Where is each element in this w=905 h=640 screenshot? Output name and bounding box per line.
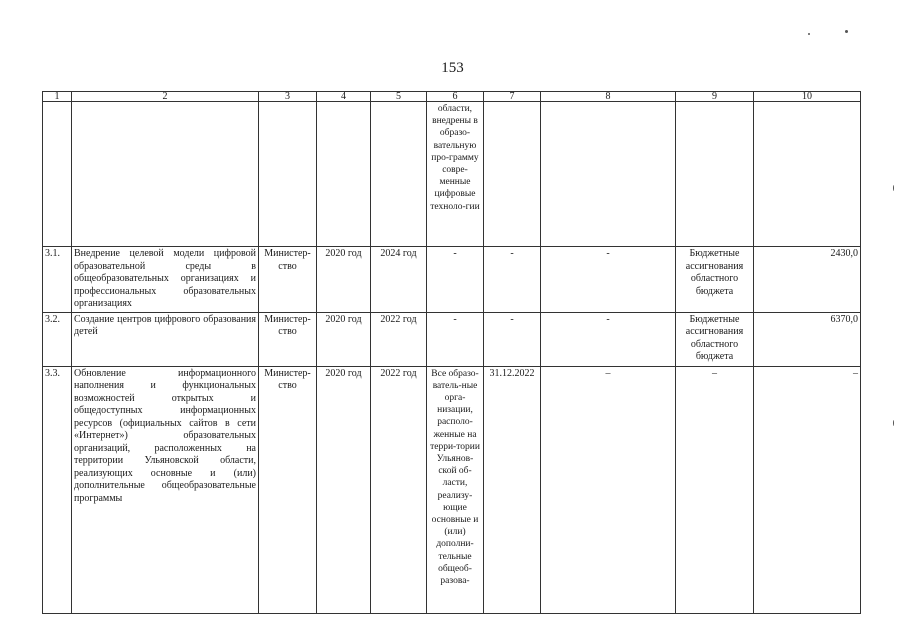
column-number: 7: [484, 92, 541, 102]
funding-source-cell: Бюджетные ассигнования областного бюджета: [676, 247, 754, 313]
table-row-continuation: [43, 102, 861, 247]
column-number: 9: [676, 92, 754, 102]
column-number: 6: [427, 92, 484, 102]
executor-cell: Министер-ство: [259, 312, 317, 366]
start-year-cell: 2020 год: [317, 247, 371, 313]
column-number-header-row: [43, 92, 861, 102]
amount-cell: 2430,0: [754, 247, 861, 313]
end-year-cell: 2024 год: [371, 247, 427, 313]
scan-speck: [893, 420, 894, 426]
column-number: 8: [541, 92, 676, 102]
date-cell: -: [484, 247, 541, 313]
column-number: 4: [317, 92, 371, 102]
scan-speck: [893, 185, 894, 191]
funding-source-cell: Бюджетные ассигнования областного бюджета: [676, 312, 754, 366]
date-cell: -: [484, 312, 541, 366]
table-row: [43, 366, 861, 613]
date-cell: 31.12.2022: [484, 366, 541, 613]
col8-cell: -: [541, 312, 676, 366]
scan-speck: [845, 30, 848, 33]
activity-name: Внедрение целевой модели цифровой образовательной среды в общеобразовательных организациях и профессиональных образовательных организациях: [72, 247, 259, 313]
col8-cell: –: [541, 366, 676, 613]
activity-name: Обновление информационного наполнения и функциональных возможностей открытых и общедоступных информационных ресурсов (официальных сайтов в сети «Интернет») образовательных организаций, расположенных на территории Ульяновской области, реализующих основные и (или) дополнительные общеобразовательные программы: [72, 366, 259, 613]
indicator-cell: области, внедрены в образо-вательную про-грамму совре-менные цифровые техноло-гии: [427, 102, 484, 247]
column-number: 5: [371, 92, 427, 102]
funding-source-cell: –: [676, 366, 754, 613]
executor-cell: Министер-ство: [259, 366, 317, 613]
executor-cell: Министер-ство: [259, 247, 317, 313]
indicator-cell: -: [427, 247, 484, 313]
end-year-cell: 2022 год: [371, 366, 427, 613]
table-row: [43, 312, 861, 366]
column-number: 1: [43, 92, 72, 102]
column-number: 3: [259, 92, 317, 102]
scan-speck: [808, 33, 810, 35]
indicator-cell: -: [427, 312, 484, 366]
table-row: [43, 247, 861, 313]
col8-cell: -: [541, 247, 676, 313]
column-number: 2: [72, 92, 259, 102]
amount-cell: 6370,0: [754, 312, 861, 366]
amount-cell: –: [754, 366, 861, 613]
page-number: 153: [441, 60, 464, 76]
end-year-cell: 2022 год: [371, 312, 427, 366]
row-number: 3.3.: [43, 366, 72, 613]
program-table: [42, 91, 861, 614]
indicator-cell: Все образо-ватель-ные орга-низации, располо-женные на терри-тории Ульянов-ской об-ласти, реализу-ющие основные и (или) дополни-тельные общеоб-разова-: [427, 366, 484, 613]
row-number: 3.2.: [43, 312, 72, 366]
row-number: 3.1.: [43, 247, 72, 313]
start-year-cell: 2020 год: [317, 366, 371, 613]
column-number: 10: [754, 92, 861, 102]
activity-name: Создание центров цифрового образования детей: [72, 312, 259, 366]
start-year-cell: 2020 год: [317, 312, 371, 366]
